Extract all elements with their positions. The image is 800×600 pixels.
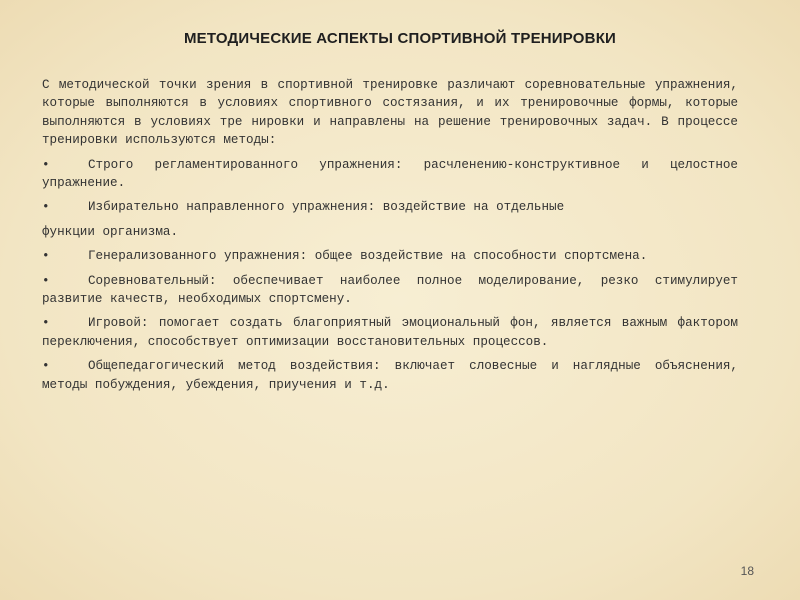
bullet-mark: • [42, 200, 50, 215]
bullet-text: Соревновательный: обеспечивает наиболее полное моделирование, резко стимулирует развитие качеств, необходимых спортсмену. [42, 273, 738, 307]
bullet-mark: • [42, 359, 50, 374]
bullet-item [42, 357, 738, 394]
page-number: 18 [740, 564, 754, 578]
intro-paragraph: С методической точки зрения в спортивной тренировке различают соревновательные упражнения, которые выполняются в условиях спортивного состязания, и их тренировочные формы, которые выполняются в условиях тре нировки и направлены на решение тренировочных задач. В процессе тренировки используются методы: [42, 78, 738, 148]
bullet-text: Общепедагогический метод воздействия: включает словесные и наглядные объяснения, методы побуждения, убеждения, приучения и т.д. [42, 359, 738, 392]
bullet-item [42, 156, 738, 193]
bullet-item [42, 198, 738, 216]
bullet-mark: • [42, 249, 50, 264]
bullet-item [42, 247, 738, 265]
slide-body [42, 76, 738, 394]
bullet-text: Строго регламентированного упражнения: расчленению-конструктивное и целостное упражнение. [42, 157, 738, 191]
bullet-item [42, 314, 738, 351]
bullet-text: Генерализованного упражнения: общее воздействие на способности спортсмена. [88, 249, 648, 264]
bullet-mark: • [42, 273, 50, 288]
bullet-mark: • [42, 316, 50, 331]
bullet-text: Игровой: помогает создать благоприятный эмоциональный фон, является важным фактором переключения, способствует оптимизации восстановительных процессов. [42, 316, 738, 349]
continuation-line: функции организма. [42, 224, 179, 239]
bullet-text: Избирательно направленного упражнения: воздействие на отдельные [88, 200, 565, 215]
bullet-item [42, 272, 738, 309]
bullet-mark: • [42, 157, 50, 172]
slide-title: МЕТОДИЧЕСКИЕ АСПЕКТЫ СПОРТИВНОЙ ТРЕНИРОВКИ [183, 30, 617, 47]
